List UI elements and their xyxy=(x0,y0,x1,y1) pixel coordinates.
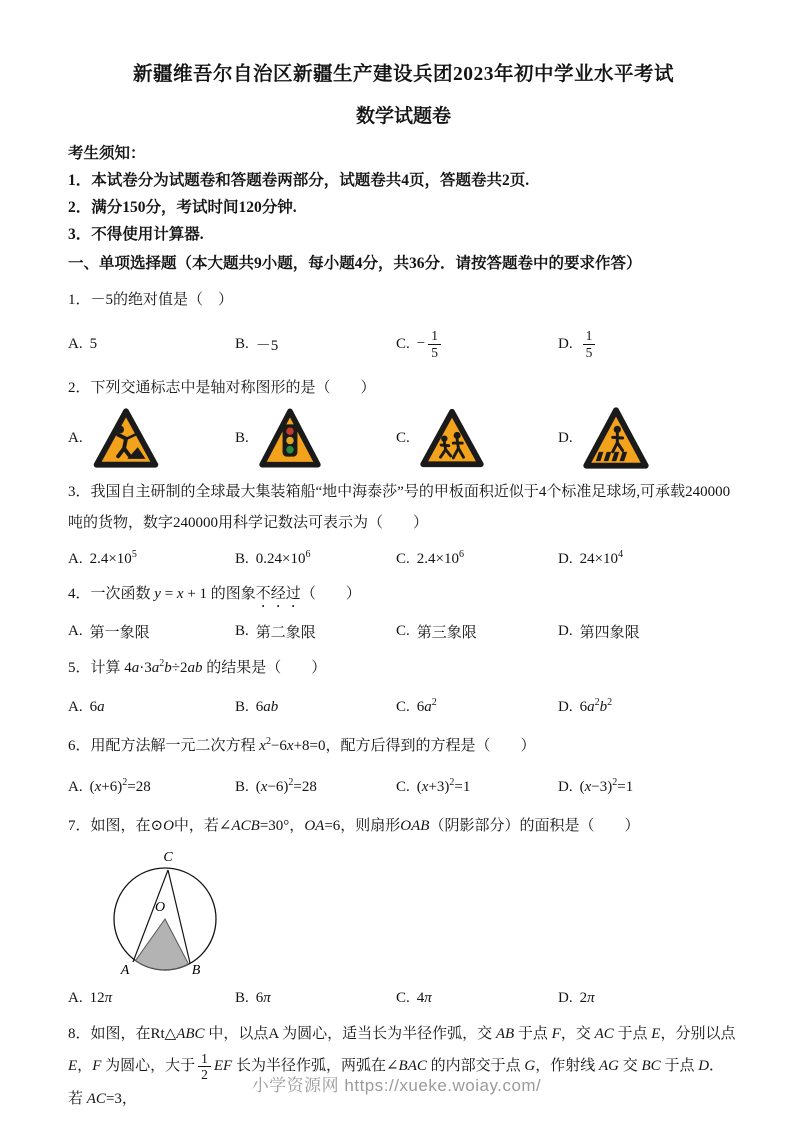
road-work-sign-icon xyxy=(93,408,159,468)
q3-option-a-value: $2.4\times 10^5$ xyxy=(89,548,137,567)
q4-option-c: C. 第三象限 xyxy=(396,622,477,641)
q2-option-d: D. xyxy=(558,407,739,469)
q1-option-d-value: $\frac{1}{5}$ xyxy=(580,328,599,360)
q1-option-a-value: 5 xyxy=(89,335,98,352)
q2-option-b: B. xyxy=(235,407,396,469)
shaded-sector-OAB xyxy=(136,919,189,970)
q5-option-b: B. 6ab xyxy=(235,698,279,715)
traffic-light-glyph xyxy=(282,424,297,456)
q5-option-a-value: 6a xyxy=(89,698,105,715)
question-1-stem: 1．－5的绝对值是（ ） xyxy=(68,292,234,308)
notice-heading: 考生须知： xyxy=(68,145,146,162)
question-2-stem: 2．下列交通标志中是轴对称图形的是（ ） xyxy=(68,380,376,396)
question-6-stem: 6．用配方法解一元二次方程 $x^2-6x+8=0$，配方后得到的方程是（ ） xyxy=(68,736,536,754)
q4-option-b-value: 第二象限 xyxy=(255,624,316,641)
circle-sector-figure xyxy=(80,843,252,975)
q3-option-d: D. $24\times 10^4$ xyxy=(558,548,624,567)
q4-option-a-value: 第一象限 xyxy=(89,624,150,641)
question-2 xyxy=(68,373,739,469)
question-7-stem: 7．如图，在⊙O中，若∠ACB=30°，OA=6，则扇形OAB（阴影部分）的面积是（ ） xyxy=(68,818,640,834)
q5-option-a: A. 6a xyxy=(68,698,105,715)
q7-option-a-value: 12π xyxy=(89,989,113,1006)
question-4 xyxy=(68,579,739,643)
q7-option-b-value: 6π xyxy=(255,989,271,1006)
q3-option-b: B. $0.24\times 10^6$ xyxy=(235,548,311,567)
q2-option-a: A. xyxy=(68,408,235,468)
children-crossing-sign-icon xyxy=(420,408,484,468)
q7-option-d: D. 2π xyxy=(558,989,595,1006)
notice-item-3: 3．不得使用计算器. xyxy=(68,226,204,243)
q6-option-b: B. $(x-6)^2=28$ xyxy=(235,776,317,795)
question-4-stem: 4．一次函数 y = x + 1 的图象不经过（ ） xyxy=(68,586,361,602)
question-5 xyxy=(68,653,739,719)
q4-option-d: D. 第四象限 xyxy=(558,622,640,641)
question-6 xyxy=(68,731,739,799)
q7-option-d-value: 2π xyxy=(579,989,595,1006)
q1-option-c-value: − $\frac{1}{5}$ xyxy=(417,328,444,360)
q4-option-c-value: 第三象限 xyxy=(416,624,477,641)
q7-option-b: B. 6π xyxy=(235,989,271,1006)
figure-label-O: O xyxy=(154,900,166,915)
notice-item-2: 2．满分150分，考试时间120分钟. xyxy=(68,199,297,216)
question-7 xyxy=(68,811,739,1010)
q5-option-c-value: $6a^2$ xyxy=(416,696,437,715)
q6-option-a: A. $(x+6)^2=28$ xyxy=(68,776,151,795)
q6-option-a-value: $(x+6)^2=28$ xyxy=(89,776,151,795)
pedestrian-crossing-sign-icon xyxy=(583,407,649,469)
q3-option-c-value: $2.4\times 10^6$ xyxy=(416,548,464,567)
q3-option-c: C. $2.4\times 10^6$ xyxy=(396,548,464,567)
q3-option-a: A. $2.4\times 10^5$ xyxy=(68,548,137,567)
q2-option-c: C. xyxy=(396,408,558,468)
q5-option-b-value: 6ab xyxy=(255,698,279,715)
page-title: 新疆维吾尔自治区新疆生产建设兵团2023年初中学业水平考试 xyxy=(132,64,674,85)
q7-option-c-value: 4π xyxy=(416,989,432,1006)
notice-item-1: 1．本试卷分为试题卷和答题卷两部分，试题卷共4页，答题卷共2页. xyxy=(68,172,530,189)
question-5-stem: 5．计算 $4a\cdot 3a^2b\div 2ab$ 的结果是（ ） xyxy=(68,658,327,676)
q1-option-b: B. －5 xyxy=(235,335,279,354)
exam-notice xyxy=(68,140,739,248)
question-1 xyxy=(68,285,739,365)
q1-option-b-value: －5 xyxy=(255,337,279,354)
q1-option-a: A. 5 xyxy=(68,335,98,352)
figure-label-A: A xyxy=(120,963,130,975)
section-heading: 一、单项选择题（本大题共9小题，每小题4分，共36分．请按答题卷中的要求作答） xyxy=(68,255,642,272)
figure-label-B: B xyxy=(191,963,201,975)
q4-option-a: A. 第一象限 xyxy=(68,622,150,641)
q5-option-d: D. $6a^2b^2$ xyxy=(558,696,613,715)
question-8 xyxy=(68,1018,739,1115)
q7-option-c: C. 4π xyxy=(396,989,432,1006)
q5-option-d-value: $6a^2b^2$ xyxy=(579,696,613,715)
q3-option-b-value: $0.24\times 10^6$ xyxy=(255,548,311,567)
page-subtitle: 数学试题卷 xyxy=(355,106,451,127)
q1-option-d: D. $\frac{1}{5}$ xyxy=(558,328,739,360)
q6-option-c: C. $(x+3)^2=1$ xyxy=(396,776,471,795)
q6-option-d: D. $(x-3)^2=1$ xyxy=(558,776,634,795)
q4-option-b: B. 第二象限 xyxy=(235,622,316,641)
question-8-stem: 8．如图，在Rt△ABC 中，以点A 为圆心，适当长为半径作弧，交 AB 于点 F，交 AC 于点 E，分别以点 E，F 为圆心，大于 $\frac{1}{2}$ EF 长为半径作弧，两弧在∠BAC 的内部交于点 G，作射线 AG 交 BC 于点 D．若 AC=3， xyxy=(68,1026,736,1107)
q5-option-c: C. $6a^2$ xyxy=(396,696,437,715)
q6-option-b-value: $(x-6)^2=28$ xyxy=(255,776,317,795)
traffic-light-sign-icon xyxy=(259,407,321,469)
q7-option-a: A. 12π xyxy=(68,989,113,1006)
question-3 xyxy=(68,477,739,571)
q3-option-d-value: $24\times 10^4$ xyxy=(579,548,624,567)
q4-option-d-value: 第四象限 xyxy=(579,624,640,641)
question-3-stem: 3．我国自主研制的全球最大集装箱船“地中海泰莎”号的甲板面积近似于4个标准足球场,可承载240000吨的货物，数字240000用科学记数法可表示为（ ） xyxy=(68,484,731,531)
q1-option-c: C. − $\frac{1}{5}$ xyxy=(396,328,558,360)
figure-label-C: C xyxy=(163,850,173,865)
watermark-footer: 小学资源网 https://xueke.woiay.com/ xyxy=(251,1076,542,1095)
q6-option-d-value: $(x-3)^2=1$ xyxy=(579,776,634,795)
q6-option-c-value: $(x+3)^2=1$ xyxy=(416,776,471,795)
